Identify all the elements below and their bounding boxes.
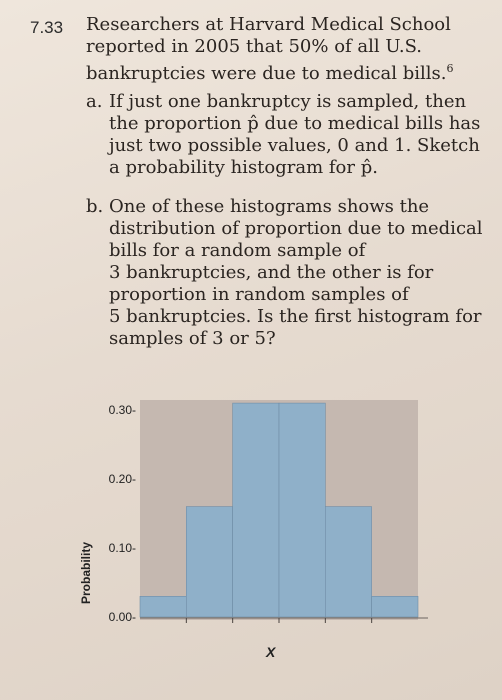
y-tick-label: 0.20-: [108, 472, 136, 486]
histogram-bar: [140, 596, 186, 617]
part-a-text: If just one bankruptcy is sampled, then the proportion p̂ due to medical bills has just two possible values, 0 and 1. Sketch a probability histogram for p̂.: [109, 91, 481, 178]
y-axis-label: Probability: [79, 541, 93, 605]
problem-intro: [86, 14, 486, 85]
problem-number: 7.33: [30, 18, 64, 37]
x-axis-label: X: [266, 644, 276, 660]
footnote-ref: 6: [446, 62, 454, 75]
part-a: [86, 91, 486, 179]
histogram-bar: [279, 403, 325, 617]
problem-intro-text: Researchers at Harvard Medical School reported in 2005 that 50% of all U.S. bankruptcies were due to medical bills.: [86, 14, 451, 84]
part-b-text: One of these histograms shows the distribution of proportion due to medical bills for a random sample of 3 bankruptcies, and the other is for proportion in random samples of 5 bankruptcies. Is the first histogram for samples of 3 or 5?: [109, 196, 483, 349]
part-a-letter: a.: [86, 91, 103, 112]
part-b-letter: b.: [86, 196, 104, 217]
y-tick-label: 0.30-: [108, 403, 136, 417]
y-tick-label: 0.10-: [108, 541, 136, 555]
histogram-bar: [186, 507, 232, 617]
y-tick-label: 0.00-: [108, 610, 136, 624]
histogram-bar: [372, 596, 418, 617]
histogram-bar: [233, 403, 279, 617]
probability-histogram: [80, 390, 500, 690]
histogram-bar: [325, 507, 371, 617]
histogram-svg: [80, 390, 500, 690]
part-b: [86, 196, 486, 350]
